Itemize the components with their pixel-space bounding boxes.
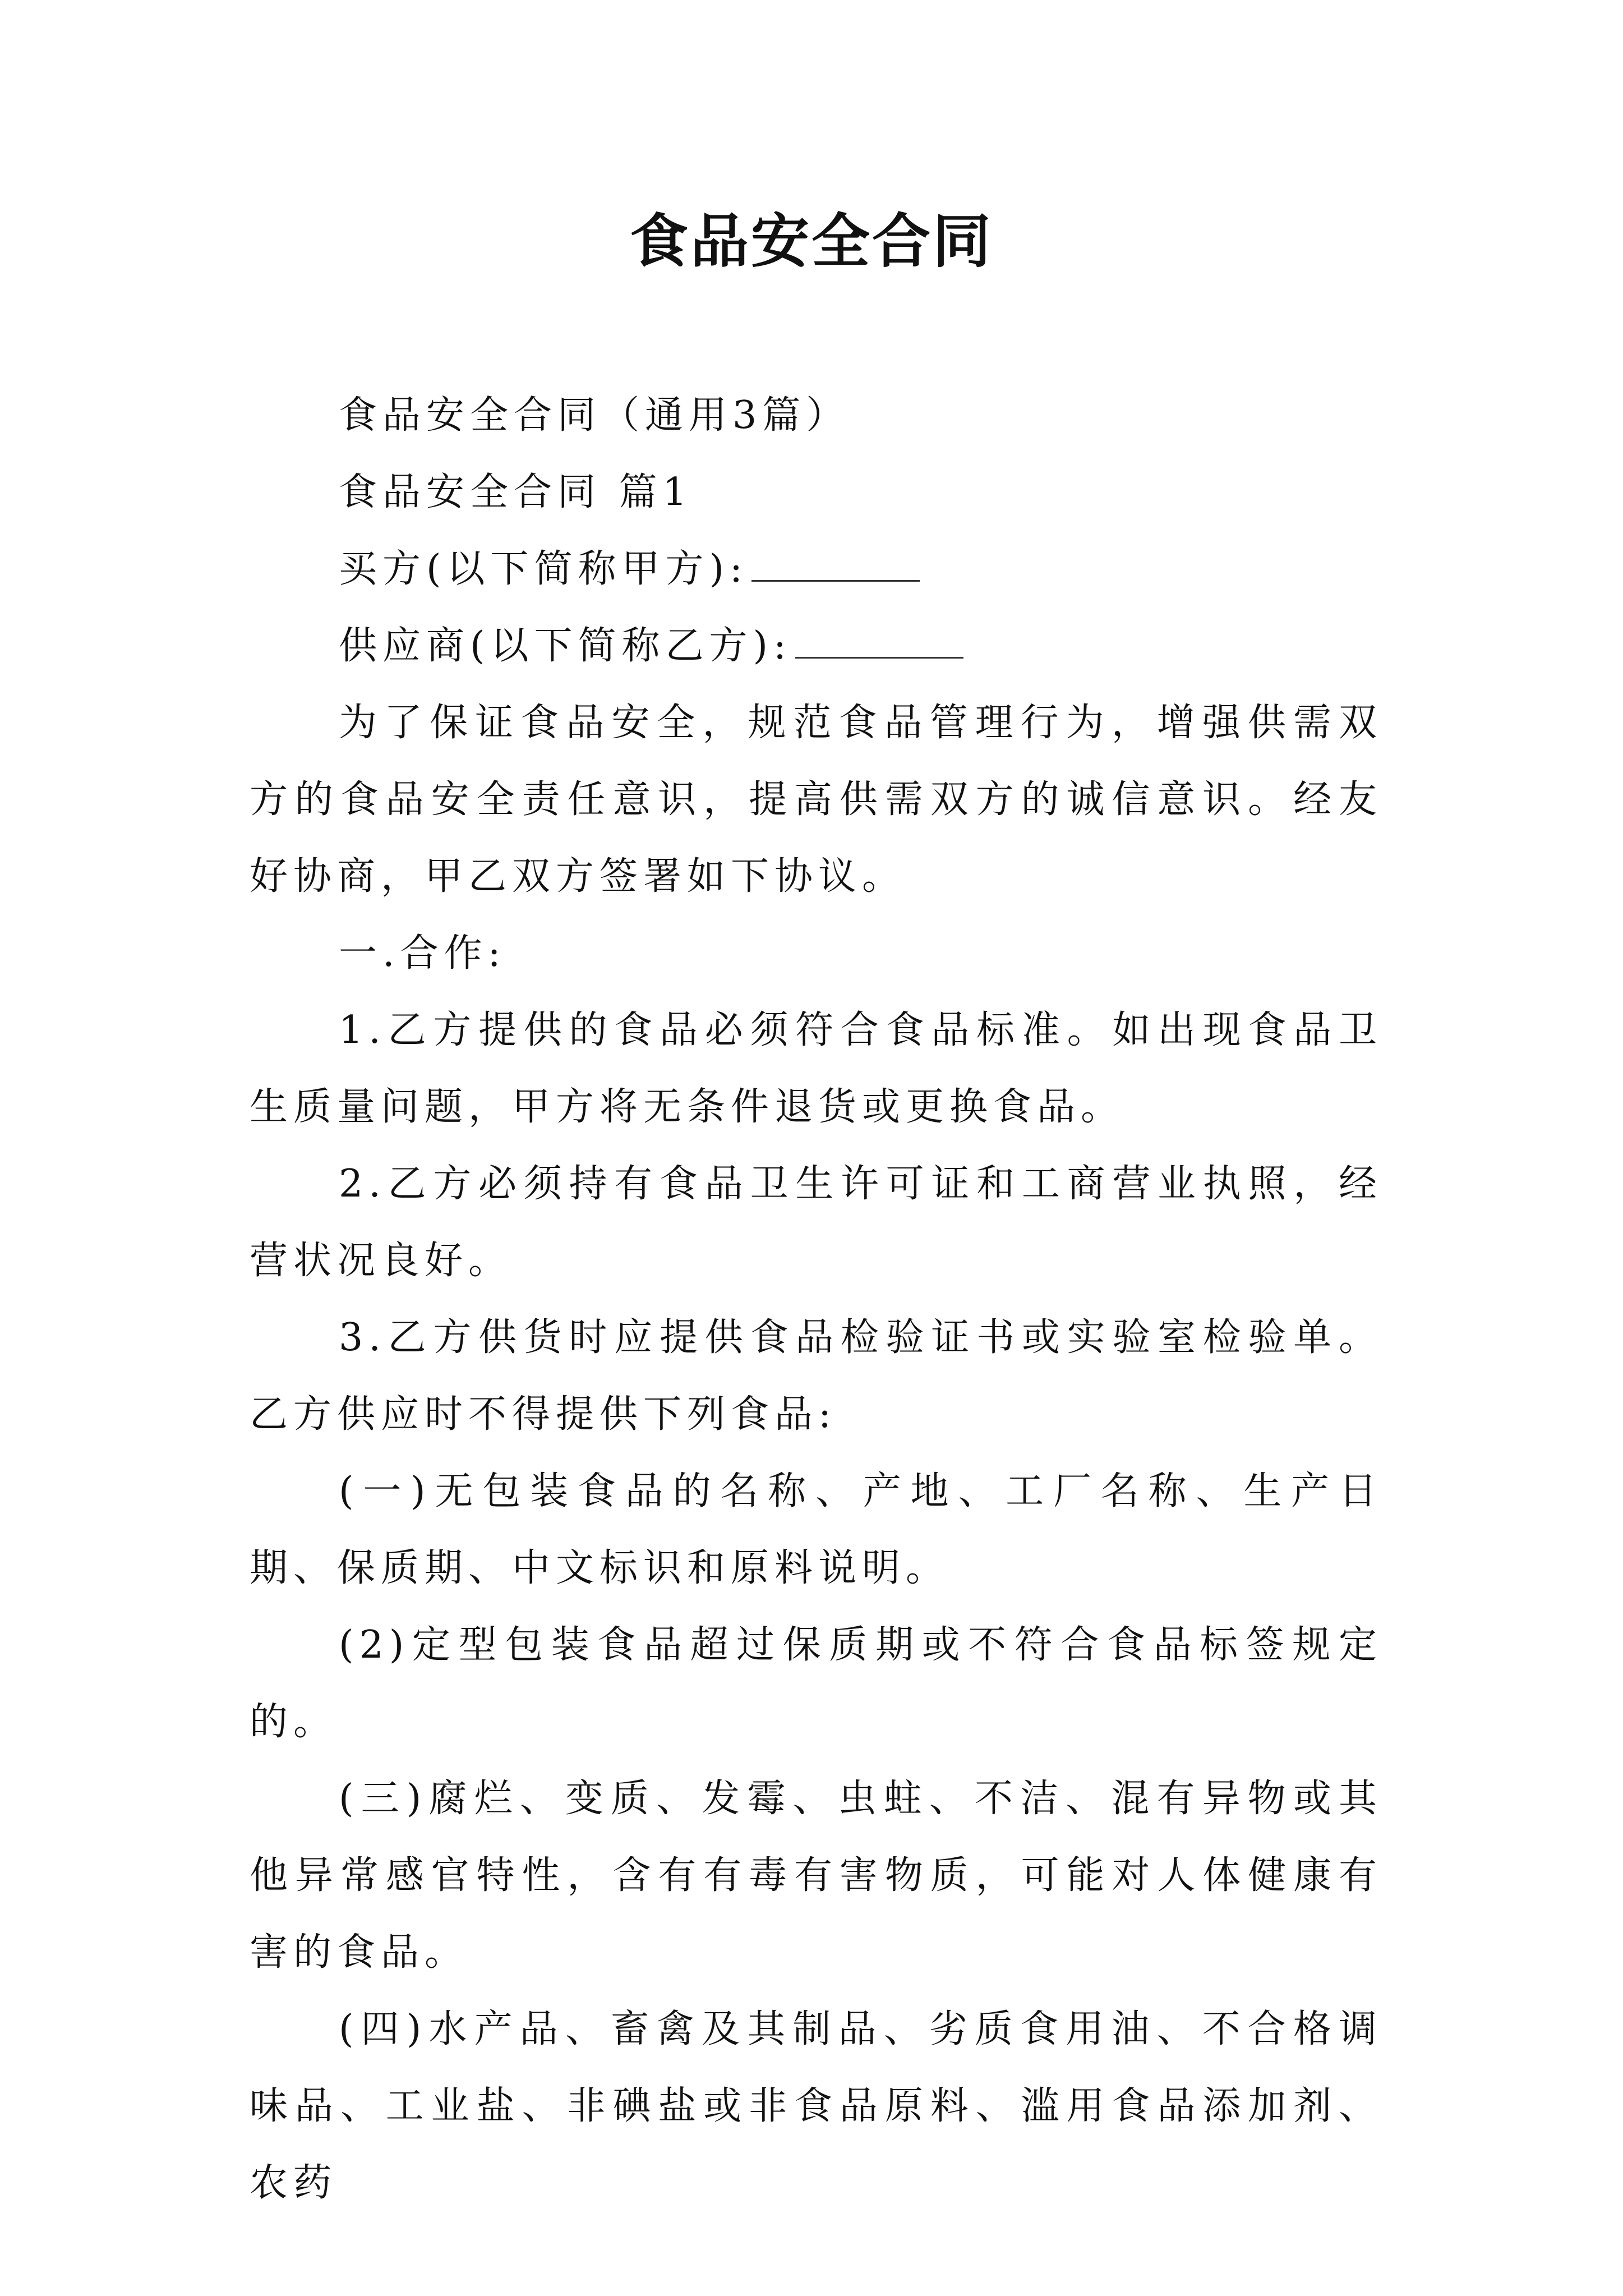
document-title: 食品安全合同 [629,206,993,275]
clause-1: 1.乙方提供的食品必须符合食品标准。如出现食品卫生质量问题，甲方将无条件退货或更换食品。 [250,1008,1382,1129]
buyer-line [250,531,1382,608]
item-2: (2)定型包装食品超过保质期或不符合食品标签规定的。 [250,1623,1382,1744]
clause-3: 3.乙方供货时应提供食品检验证书或实验室检验单。乙方供应时不得提供下列食品: [250,1315,1382,1437]
clause-heading: 一.合作: [339,931,506,976]
intro-paragraph: 为了保证食品安全，规范食品管理行为，增强供需双方的食品安全责任意识，提高供需双方的诚信意识。经友好协商，甲乙双方签署如下协议。 [250,701,1382,899]
item-1: (一)无包装食品的名称、产地、工厂名称、生产日期、保质期、中文标识和原料说明。 [250,1469,1382,1590]
document-body [250,377,1382,2221]
section-heading: 食品安全合同 篇1 [339,470,693,514]
supplier-line [250,608,1382,684]
supplier-label: 供应商(以下简称乙方): [339,624,792,668]
supplier-blank [795,623,963,659]
clause-2: 2.乙方必须持有食品卫生许可证和工商营业执照，经营状况良好。 [250,1162,1382,1283]
buyer-blank [751,546,920,582]
item-3: (三)腐烂、变质、发霉、虫蛀、不洁、混有异物或其他异常感官特性，含有有毒有害物质，可能对人体健康有害的食品。 [250,1777,1382,1975]
subtitle-paragraph: 食品安全合同（通用3篇） [339,393,850,438]
buyer-label: 买方(以下简称甲方): [339,547,748,591]
item-4: (四)水产品、畜禽及其制品、劣质食用油、不合格调味品、工业盐、非碘盐或非食品原料、滥用食品添加剂、农药 [250,2007,1382,2205]
